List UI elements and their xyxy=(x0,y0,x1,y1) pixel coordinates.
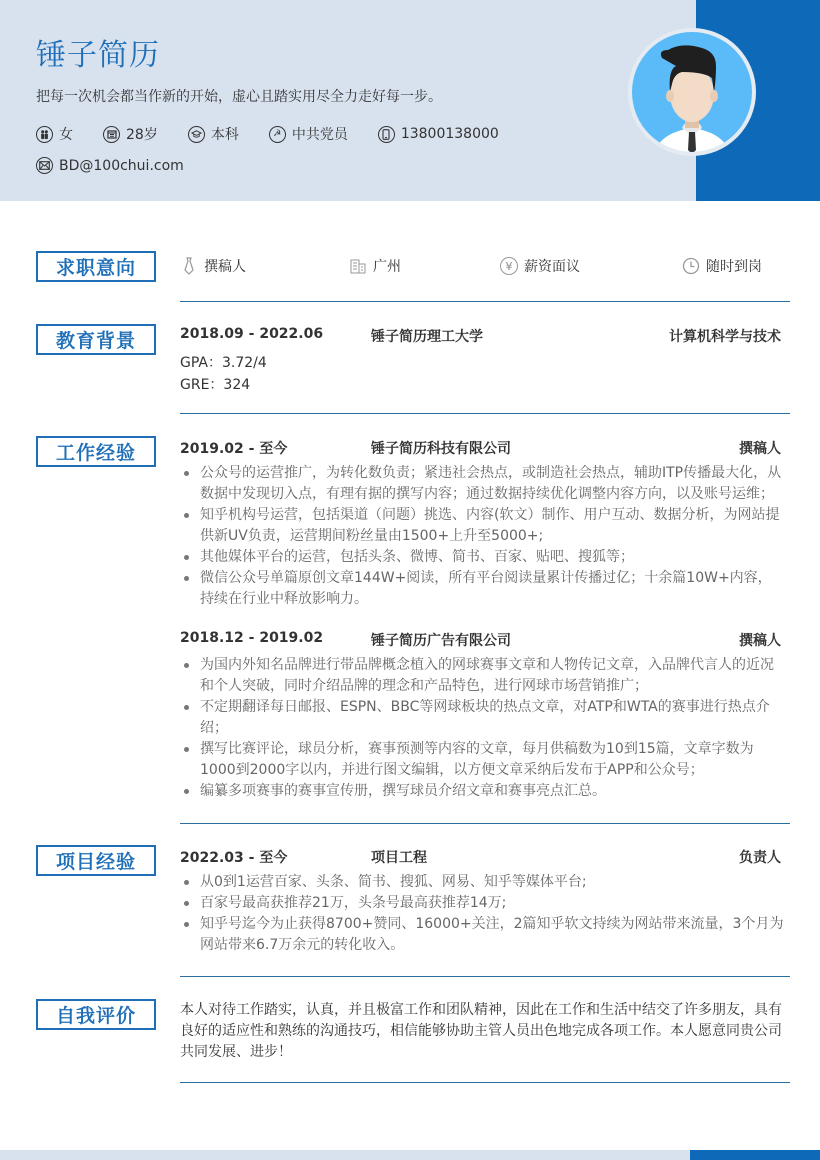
phone-icon xyxy=(378,126,395,143)
info-email xyxy=(36,157,184,174)
intent-city-value: 广州 xyxy=(373,259,401,275)
info-phone xyxy=(378,126,499,143)
section-title-work: 工作经验 xyxy=(36,436,156,467)
bullet-item: 为国内外知名品牌进行带品牌概念植入的网球赛事文章和人物传记文章，入品牌代言人的近况和个人突破，同时介绍品牌的理念和产品特色，进行网球市场营销推广； xyxy=(180,655,784,697)
personal-info-row xyxy=(36,124,529,144)
education-gre: GRE：324 xyxy=(180,377,251,393)
calendar-icon xyxy=(103,126,120,143)
job-company: 锤子简历广告有限公司 xyxy=(371,633,511,649)
intent-availability-value: 随时到岗 xyxy=(706,259,762,275)
section-title-job-intent: 求职意向 xyxy=(36,251,156,282)
education-school: 锤子简历理工大学 xyxy=(371,329,483,345)
divider xyxy=(180,1082,790,1083)
intent-position-value: 撰稿人 xyxy=(204,259,246,275)
bullet-item: 其他媒体平台的运营，包括头条、微博、简书、百家、贴吧、搜狐等； xyxy=(180,547,784,568)
email-value[interactable]: BD@100chui.com xyxy=(59,157,184,174)
project-role: 负责人 xyxy=(739,850,781,866)
tie-icon xyxy=(180,257,198,275)
info-gender xyxy=(36,124,73,144)
section-title-self-evaluation: 自我评价 xyxy=(36,999,156,1030)
divider xyxy=(180,301,790,302)
party-emblem-icon: ☭ xyxy=(269,126,286,143)
job-header-row xyxy=(180,630,781,650)
info-degree xyxy=(188,124,239,144)
clock-icon xyxy=(682,257,700,275)
bullet-item: 从0到1运营百家、头条、简书、搜狐、网易、知乎等媒体平台; xyxy=(180,872,784,893)
job-bullets xyxy=(180,655,784,802)
bullet-item: 公众号的运营推广，为转化数负责；紧违社会热点，或制造社会热点，辅助ITP传播最大化，从数据中发现切入点，有理有据的撰写内容；通过数据持续优化调整内容方向，以及账号运维； xyxy=(180,463,784,505)
mail-icon xyxy=(36,157,53,174)
bullet-item: 撰写比赛评论，球员分析，赛事预测等内容的文章，每月供稿数为10到15篇，文章字数为1000到2000字以内，并进行图文编辑，以方便文章采纳后发布于APP和公众号； xyxy=(180,739,784,781)
phone-value[interactable]: 13800138000 xyxy=(400,126,499,142)
intent-availability xyxy=(682,256,762,276)
bullet-item: 知乎机构号运营，包括渠道（问题）挑选、内容(软文）制作、用户互动、数据分析，为网站提供新UV负责，运营期间粉丝量由1500+上升至5000+; xyxy=(180,505,784,547)
project-name: 项目工程 xyxy=(371,850,427,866)
gender-value: 女 xyxy=(59,127,73,143)
age-value: 28岁 xyxy=(126,127,158,143)
job-period: 2018.12 - 2019.02 xyxy=(180,630,324,646)
bullet-item: 知乎号迄今为止获得8700+赞同、16000+关注，2篇知乎软文持续为网站带来流量，3个月为网站带来6.7万余元的转化收入。 xyxy=(180,914,784,956)
motto: 把每一次机会都当作新的开始，虚心且踏实用尽全力走好每一步。 xyxy=(36,89,442,105)
divider xyxy=(180,976,790,977)
section-title-project: 项目经验 xyxy=(36,845,156,876)
education-period: 2018.09 - 2022.06 xyxy=(180,326,324,342)
job-header-row xyxy=(180,438,781,458)
graduation-cap-icon xyxy=(188,126,205,143)
info-age xyxy=(103,124,158,144)
job-bullets xyxy=(180,463,784,610)
bullet-item: 百家号最高获推荐21万，头条号最高获推荐14万; xyxy=(180,893,784,914)
building-icon xyxy=(349,257,367,275)
job-role: 撰稿人 xyxy=(739,441,781,457)
education-gpa: GPA：3.72/4 xyxy=(180,355,267,371)
self-evaluation-text: 本人对待工作踏实，认真，并且极富工作和团队精神，因此在工作和生活中结交了许多朋友，具有良好的适应性和熟练的沟通技巧，相信能够协助主管人员出色地完成各项工作。本人愿意同贵公司共同发展、进步！ xyxy=(180,1002,782,1060)
section-title-education: 教育背景 xyxy=(36,324,156,355)
education-major: 计算机科学与技术 xyxy=(669,329,781,345)
divider xyxy=(180,413,790,414)
project-bullets xyxy=(180,872,784,956)
avatar-illustration xyxy=(632,32,752,152)
intent-salary xyxy=(500,256,580,276)
politics-value: 中共党员 xyxy=(291,127,348,143)
intent-position xyxy=(180,256,246,276)
intent-salary-value: 薪资面议 xyxy=(524,259,580,275)
degree-value: 本科 xyxy=(210,127,239,143)
intent-city xyxy=(349,256,401,276)
job-period: 2019.02 - 至今 xyxy=(180,441,288,457)
email-row xyxy=(36,157,214,174)
footer-accent-block xyxy=(690,1150,820,1160)
education-header-row xyxy=(180,326,781,346)
resume-name: 锤子简历 xyxy=(36,38,160,73)
info-politics xyxy=(269,124,348,144)
divider xyxy=(180,823,790,824)
yen-icon: ¥ xyxy=(500,257,518,275)
project-period: 2022.03 - 至今 xyxy=(180,850,288,866)
job-role: 撰稿人 xyxy=(739,633,781,649)
job-company: 锤子简历科技有限公司 xyxy=(371,441,511,457)
bullet-item: 不定期翻译每日邮报、ESPN、BBC等网球板块的热点文章，对ATP和WTA的赛事进行热点介绍； xyxy=(180,697,784,739)
project-header-row xyxy=(180,847,781,867)
avatar xyxy=(628,28,756,156)
bullet-item: 编纂多项赛事的赛事宣传册，撰写球员介绍文章和赛事亮点汇总。 xyxy=(180,781,784,802)
gender-icon xyxy=(36,126,53,143)
bullet-item: 微信公众号单篇原创文章144W+阅读，所有平台阅读量累计传播过亿；十余篇10W+内容，持续在行业中释放影响力。 xyxy=(180,568,784,610)
